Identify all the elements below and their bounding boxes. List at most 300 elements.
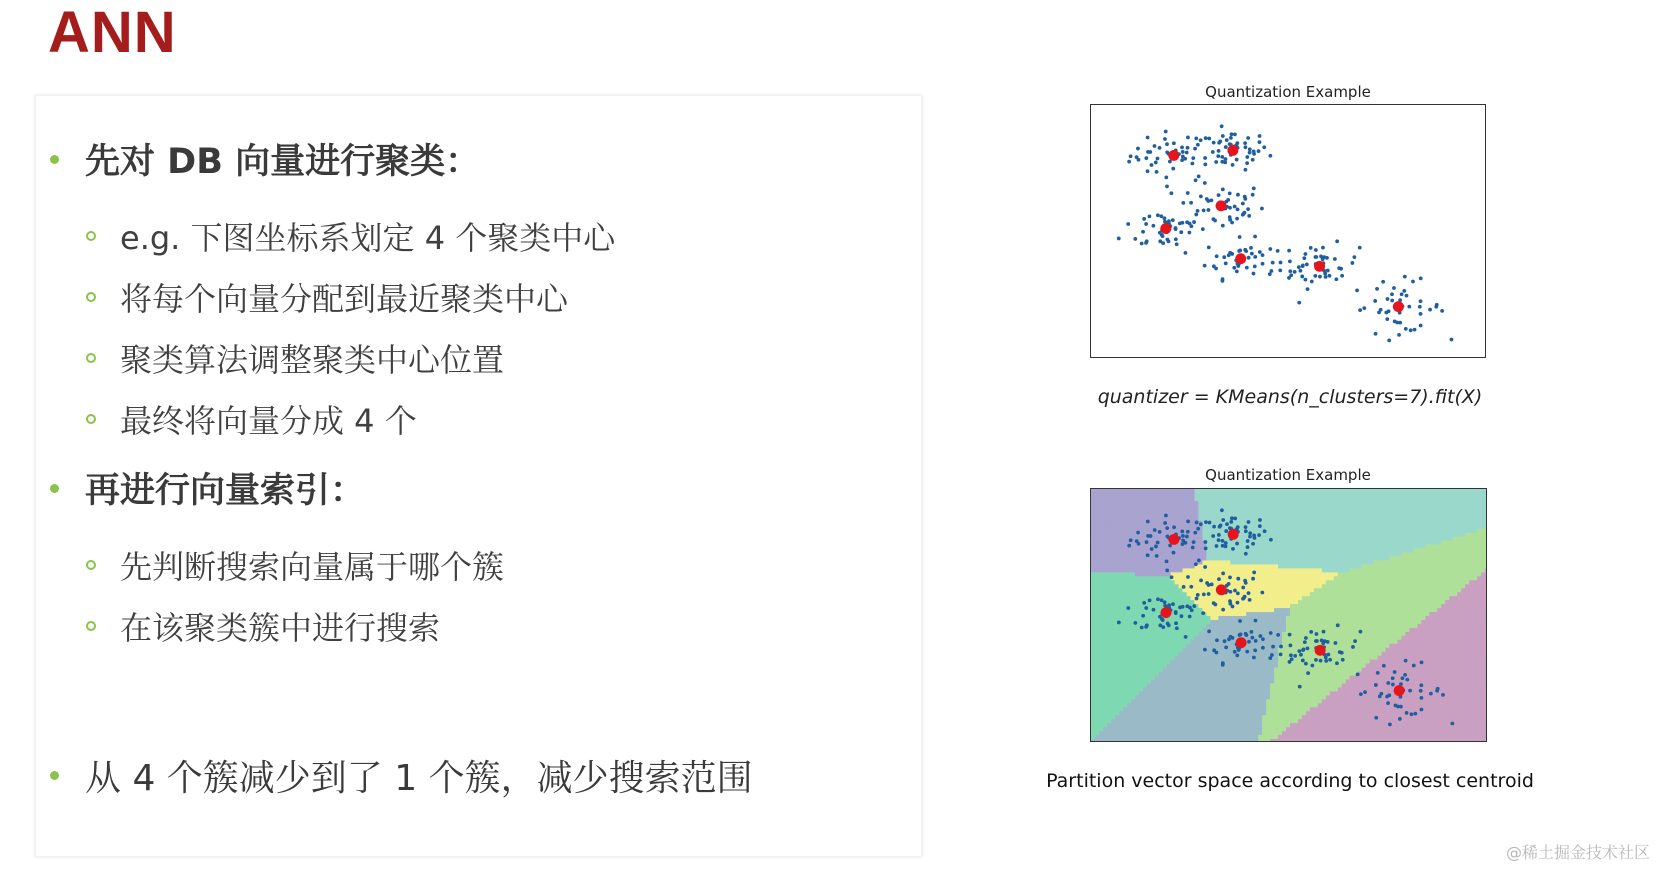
- voronoi-region-cell: [1143, 719, 1148, 724]
- voronoi-region-cell: [1115, 588, 1120, 593]
- voronoi-region-cell: [1147, 509, 1152, 514]
- voronoi-region-cell: [1226, 687, 1231, 692]
- voronoi-region-cell: [1322, 568, 1327, 573]
- voronoi-region-cell: [1358, 687, 1363, 692]
- voronoi-region-cell: [1123, 517, 1128, 522]
- voronoi-region-cell: [1210, 636, 1215, 641]
- voronoi-region-cell: [1123, 683, 1128, 688]
- voronoi-region-cell: [1183, 501, 1188, 506]
- voronoi-region-cell: [1183, 703, 1188, 708]
- voronoi-region-cell: [1183, 723, 1188, 728]
- voronoi-region-cell: [1147, 580, 1152, 585]
- voronoi-region-cell: [1338, 644, 1343, 649]
- voronoi-region-cell: [1258, 549, 1263, 554]
- centroid-point: [1393, 301, 1404, 312]
- voronoi-region-cell: [1262, 612, 1267, 617]
- voronoi-region-cell: [1362, 509, 1367, 514]
- voronoi-region-cell: [1266, 668, 1271, 673]
- voronoi-region-cell: [1350, 695, 1355, 700]
- data-point: [1127, 160, 1131, 164]
- voronoi-region-cell: [1378, 604, 1383, 609]
- voronoi-region-cell: [1139, 509, 1144, 514]
- voronoi-region-cell: [1334, 652, 1339, 657]
- voronoi-region-cell: [1091, 636, 1096, 641]
- voronoi-region-cell: [1103, 727, 1108, 732]
- voronoi-region-cell: [1294, 552, 1299, 557]
- voronoi-region-cell: [1143, 529, 1148, 534]
- voronoi-region-cell: [1194, 501, 1199, 506]
- voronoi-region-cell: [1091, 505, 1096, 510]
- voronoi-region-cell: [1226, 656, 1231, 661]
- voronoi-region-cell: [1131, 612, 1136, 617]
- voronoi-region-cell: [1187, 632, 1192, 637]
- voronoi-region-cell: [1123, 564, 1128, 569]
- voronoi-region-cell: [1306, 541, 1311, 546]
- voronoi-region-cell: [1115, 739, 1120, 741]
- voronoi-region-cell: [1214, 711, 1219, 716]
- voronoi-region-cell: [1218, 489, 1223, 494]
- voronoi-region-cell: [1190, 588, 1195, 593]
- voronoi-region-cell: [1302, 703, 1307, 708]
- voronoi-region-cell: [1175, 727, 1180, 732]
- voronoi-region-cell: [1318, 489, 1323, 494]
- voronoi-region-cell: [1298, 552, 1303, 557]
- voronoi-region-cell: [1326, 620, 1331, 625]
- voronoi-region-cell: [1306, 727, 1311, 732]
- voronoi-region-cell: [1139, 604, 1144, 609]
- voronoi-region-cell: [1306, 576, 1311, 581]
- voronoi-region-cell: [1119, 505, 1124, 510]
- voronoi-region-cell: [1278, 711, 1283, 716]
- voronoi-region-cell: [1119, 660, 1124, 665]
- voronoi-region-cell: [1314, 616, 1319, 621]
- voronoi-region-cell: [1127, 632, 1132, 637]
- voronoi-region-cell: [1091, 537, 1096, 542]
- voronoi-region-cell: [1242, 683, 1247, 688]
- voronoi-region-cell: [1322, 521, 1327, 526]
- voronoi-region-cell: [1266, 521, 1271, 526]
- voronoi-region-cell: [1258, 608, 1263, 613]
- voronoi-region-cell: [1306, 596, 1311, 601]
- voronoi-region-cell: [1151, 564, 1156, 569]
- voronoi-region-cell: [1214, 620, 1219, 625]
- voronoi-region-cell: [1103, 612, 1108, 617]
- voronoi-region-cell: [1342, 644, 1347, 649]
- voronoi-region-cell: [1159, 509, 1164, 514]
- voronoi-region-cell: [1210, 549, 1215, 554]
- voronoi-region-cell: [1151, 739, 1156, 741]
- voronoi-region-cell: [1274, 695, 1279, 700]
- voronoi-region-cell: [1290, 620, 1295, 625]
- voronoi-region-cell: [1127, 620, 1132, 625]
- voronoi-region-cell: [1270, 509, 1275, 514]
- voronoi-region-cell: [1123, 501, 1128, 506]
- voronoi-region-cell: [1187, 568, 1192, 573]
- voronoi-region-cell: [1147, 672, 1152, 677]
- voronoi-region-cell: [1091, 648, 1096, 653]
- voronoi-region-cell: [1358, 620, 1363, 625]
- voronoi-region-cell: [1294, 723, 1299, 728]
- voronoi-region-cell: [1282, 564, 1287, 569]
- voronoi-region-cell: [1127, 560, 1132, 565]
- voronoi-region-cell: [1151, 632, 1156, 637]
- voronoi-region-cell: [1218, 600, 1223, 605]
- voronoi-region-cell: [1111, 644, 1116, 649]
- voronoi-region-cell: [1342, 513, 1347, 518]
- voronoi-region-cell: [1286, 525, 1291, 530]
- data-point: [1258, 134, 1262, 138]
- voronoi-region-cell: [1131, 521, 1136, 526]
- voronoi-region-cell: [1171, 715, 1176, 720]
- voronoi-region-cell: [1187, 525, 1192, 530]
- voronoi-region-cell: [1127, 556, 1132, 561]
- voronoi-region-cell: [1338, 572, 1343, 577]
- voronoi-region-cell: [1310, 584, 1315, 589]
- voronoi-region-cell: [1210, 545, 1215, 550]
- voronoi-region-cell: [1091, 620, 1096, 625]
- voronoi-region-cell: [1330, 564, 1335, 569]
- voronoi-region-cell: [1179, 711, 1184, 716]
- voronoi-region-cell: [1354, 664, 1359, 669]
- voronoi-region-cell: [1119, 715, 1124, 720]
- voronoi-region-cell: [1306, 584, 1311, 589]
- voronoi-region-cell: [1346, 541, 1351, 546]
- voronoi-region-cell: [1190, 644, 1195, 649]
- voronoi-region-cell: [1354, 501, 1359, 506]
- voronoi-region-cell: [1115, 592, 1120, 597]
- voronoi-region-cell: [1135, 596, 1140, 601]
- voronoi-region-cell: [1254, 513, 1259, 518]
- voronoi-region-cell: [1262, 683, 1267, 688]
- voronoi-region-cell: [1286, 497, 1291, 502]
- voronoi-region-cell: [1091, 564, 1096, 569]
- voronoi-region-cell: [1250, 672, 1255, 677]
- voronoi-region-cell: [1127, 493, 1132, 498]
- voronoi-region-cell: [1187, 493, 1192, 498]
- voronoi-region-cell: [1314, 588, 1319, 593]
- voronoi-region-cell: [1242, 628, 1247, 633]
- voronoi-region-cell: [1214, 735, 1219, 740]
- voronoi-region-cell: [1262, 545, 1267, 550]
- voronoi-region-cell: [1099, 715, 1104, 720]
- voronoi-region-cell: [1230, 679, 1235, 684]
- voronoi-region-cell: [1179, 525, 1184, 530]
- voronoi-region-cell: [1282, 640, 1287, 645]
- voronoi-region-cell: [1374, 735, 1379, 740]
- voronoi-region-cell: [1135, 691, 1140, 696]
- top-figure-title: Quantization Example: [1205, 83, 1371, 101]
- voronoi-region-cell: [1218, 695, 1223, 700]
- voronoi-region-cell: [1370, 596, 1375, 601]
- voronoi-region-cell: [1262, 600, 1267, 605]
- voronoi-region-cell: [1362, 525, 1367, 530]
- voronoi-region-cell: [1119, 560, 1124, 565]
- data-point: [1278, 269, 1282, 273]
- voronoi-region-cell: [1334, 636, 1339, 641]
- voronoi-region-cell: [1159, 521, 1164, 526]
- voronoi-region-cell: [1238, 580, 1243, 585]
- voronoi-region-cell: [1302, 672, 1307, 677]
- voronoi-region-cell: [1378, 489, 1383, 494]
- voronoi-region-cell: [1167, 628, 1172, 633]
- voronoi-region-cell: [1338, 588, 1343, 593]
- voronoi-region-cell: [1238, 572, 1243, 577]
- data-point: [1309, 246, 1313, 250]
- voronoi-region-cell: [1107, 612, 1112, 617]
- voronoi-region-cell: [1091, 612, 1096, 617]
- voronoi-region-cell: [1338, 564, 1343, 569]
- voronoi-region-cell: [1358, 560, 1363, 565]
- voronoi-region-cell: [1190, 735, 1195, 740]
- data-point: [1350, 261, 1354, 265]
- voronoi-region-cell: [1326, 580, 1331, 585]
- voronoi-region-cell: [1234, 719, 1239, 724]
- voronoi-region-cell: [1222, 711, 1227, 716]
- voronoi-region-cell: [1278, 541, 1283, 546]
- voronoi-region-cell: [1167, 517, 1172, 522]
- voronoi-region-cell: [1202, 533, 1207, 538]
- voronoi-region-cell: [1262, 576, 1267, 581]
- voronoi-region-cell: [1346, 632, 1351, 637]
- voronoi-region-cell: [1298, 584, 1303, 589]
- voronoi-region-cell: [1151, 616, 1156, 621]
- voronoi-region-cell: [1187, 620, 1192, 625]
- voronoi-region-cell: [1334, 735, 1339, 740]
- data-point: [1374, 332, 1378, 336]
- voronoi-region-cell: [1198, 497, 1203, 502]
- voronoi-region-cell: [1346, 723, 1351, 728]
- voronoi-region-cell: [1143, 556, 1148, 561]
- voronoi-region-cell: [1175, 644, 1180, 649]
- voronoi-region-cell: [1350, 660, 1355, 665]
- voronoi-region-cell: [1338, 604, 1343, 609]
- voronoi-region-cell: [1210, 632, 1215, 637]
- voronoi-region-cell: [1214, 699, 1219, 704]
- voronoi-region-cell: [1350, 564, 1355, 569]
- voronoi-region-cell: [1234, 612, 1239, 617]
- voronoi-region-cell: [1187, 660, 1192, 665]
- voronoi-region-cell: [1159, 604, 1164, 609]
- voronoi-region-cell: [1123, 664, 1128, 669]
- data-point: [1304, 278, 1308, 282]
- voronoi-region-cell: [1270, 560, 1275, 565]
- voronoi-region-cell: [1250, 679, 1255, 684]
- sub-bullet-dot: [86, 560, 96, 570]
- voronoi-region-cell: [1218, 707, 1223, 712]
- voronoi-region-cell: [1334, 529, 1339, 534]
- voronoi-region-cell: [1222, 731, 1227, 736]
- voronoi-region-cell: [1346, 525, 1351, 530]
- voronoi-region-cell: [1370, 564, 1375, 569]
- data-point: [1258, 140, 1262, 144]
- voronoi-region-cell: [1127, 711, 1132, 716]
- voronoi-region-cell: [1099, 699, 1104, 704]
- voronoi-region-cell: [1143, 501, 1148, 506]
- voronoi-region-cell: [1350, 672, 1355, 677]
- voronoi-region-cell: [1206, 707, 1211, 712]
- data-point: [1247, 256, 1251, 260]
- voronoi-region-cell: [1234, 676, 1239, 681]
- voronoi-region-cell: [1179, 517, 1184, 522]
- voronoi-region-cell: [1246, 668, 1251, 673]
- voronoi-region-cell: [1346, 715, 1351, 720]
- voronoi-region-cell: [1194, 711, 1199, 716]
- voronoi-region-cell: [1314, 568, 1319, 573]
- voronoi-region-cell: [1115, 691, 1120, 696]
- voronoi-region-cell: [1258, 584, 1263, 589]
- voronoi-region-cell: [1262, 735, 1267, 740]
- voronoi-region-cell: [1214, 715, 1219, 720]
- voronoi-region-cell: [1310, 525, 1315, 530]
- voronoi-region-cell: [1250, 723, 1255, 728]
- top-scatter-svg: [1091, 105, 1485, 357]
- voronoi-region-cell: [1298, 580, 1303, 585]
- voronoi-region-cell: [1250, 699, 1255, 704]
- data-point: [1304, 252, 1308, 256]
- voronoi-region-cell: [1270, 707, 1275, 712]
- voronoi-region-cell: [1318, 672, 1323, 677]
- voronoi-region-cell: [1278, 529, 1283, 534]
- voronoi-region-cell: [1210, 497, 1215, 502]
- voronoi-region-cell: [1151, 580, 1156, 585]
- voronoi-region-cell: [1238, 552, 1243, 557]
- voronoi-region-cell: [1310, 517, 1315, 522]
- voronoi-region-cell: [1206, 711, 1211, 716]
- voronoi-region-cell: [1230, 664, 1235, 669]
- data-point: [1355, 288, 1359, 292]
- voronoi-region-cell: [1322, 525, 1327, 530]
- sub-bullet-dot: [86, 353, 96, 363]
- voronoi-region-cell: [1254, 624, 1259, 629]
- data-point: [1245, 155, 1249, 159]
- voronoi-region-cell: [1254, 632, 1259, 637]
- voronoi-region-cell: [1326, 687, 1331, 692]
- voronoi-region-cell: [1103, 608, 1108, 613]
- voronoi-region-cell: [1350, 668, 1355, 673]
- voronoi-region-cell: [1155, 672, 1160, 677]
- voronoi-region-cell: [1222, 656, 1227, 661]
- voronoi-region-cell: [1362, 660, 1367, 665]
- voronoi-region-cell: [1179, 624, 1184, 629]
- voronoi-region-cell: [1155, 723, 1160, 728]
- voronoi-region-cell: [1175, 711, 1180, 716]
- voronoi-region-cell: [1238, 723, 1243, 728]
- voronoi-region-cell: [1206, 509, 1211, 514]
- voronoi-region-cell: [1206, 731, 1211, 736]
- voronoi-region-cell: [1250, 703, 1255, 708]
- voronoi-region-cell: [1262, 628, 1267, 633]
- voronoi-region-cell: [1206, 505, 1211, 510]
- voronoi-region-cell: [1366, 489, 1371, 494]
- voronoi-region-cell: [1258, 652, 1263, 657]
- voronoi-region-cell: [1202, 493, 1207, 498]
- voronoi-region-cell: [1306, 537, 1311, 542]
- voronoi-region-cell: [1226, 564, 1231, 569]
- voronoi-region-cell: [1218, 735, 1223, 740]
- voronoi-region-cell: [1131, 580, 1136, 585]
- voronoi-region-cell: [1346, 711, 1351, 716]
- voronoi-region-cell: [1242, 707, 1247, 712]
- voronoi-region-cell: [1330, 497, 1335, 502]
- voronoi-region-cell: [1290, 588, 1295, 593]
- voronoi-region-cell: [1183, 719, 1188, 724]
- voronoi-region-cell: [1147, 556, 1152, 561]
- voronoi-region-cell: [1155, 668, 1160, 673]
- voronoi-region-cell: [1139, 676, 1144, 681]
- voronoi-region-cell: [1302, 489, 1307, 494]
- voronoi-region-cell: [1222, 620, 1227, 625]
- voronoi-region-cell: [1103, 731, 1108, 736]
- voronoi-region-cell: [1322, 533, 1327, 538]
- voronoi-region-cell: [1342, 695, 1347, 700]
- voronoi-region-cell: [1151, 691, 1156, 696]
- voronoi-region-cell: [1298, 699, 1303, 704]
- voronoi-region-cell: [1095, 636, 1100, 641]
- voronoi-region-cell: [1238, 719, 1243, 724]
- voronoi-region-cell: [1099, 648, 1104, 653]
- voronoi-region-cell: [1222, 715, 1227, 720]
- voronoi-region-cell: [1135, 580, 1140, 585]
- voronoi-region-cell: [1139, 660, 1144, 665]
- voronoi-region-cell: [1358, 648, 1363, 653]
- voronoi-region-cell: [1350, 731, 1355, 736]
- voronoi-region-cell: [1370, 493, 1375, 498]
- voronoi-region-cell: [1143, 707, 1148, 712]
- voronoi-region-cell: [1362, 723, 1367, 728]
- voronoi-region-cell: [1266, 549, 1271, 554]
- voronoi-region-cell: [1194, 636, 1199, 641]
- voronoi-region-cell: [1274, 664, 1279, 669]
- voronoi-region-cell: [1326, 568, 1331, 573]
- voronoi-region-cell: [1139, 489, 1144, 494]
- voronoi-region-cell: [1278, 513, 1283, 518]
- data-point: [1190, 224, 1194, 228]
- voronoi-region-cell: [1210, 513, 1215, 518]
- voronoi-region-cell: [1258, 679, 1263, 684]
- voronoi-region-cell: [1147, 695, 1152, 700]
- data-point: [1224, 145, 1228, 149]
- voronoi-region-cell: [1147, 719, 1152, 724]
- voronoi-region-cell: [1179, 652, 1184, 657]
- voronoi-region-cell: [1103, 549, 1108, 554]
- voronoi-region-cell: [1314, 572, 1319, 577]
- voronoi-region-cell: [1302, 576, 1307, 581]
- voronoi-region-cell: [1358, 640, 1363, 645]
- voronoi-region-cell: [1266, 560, 1271, 565]
- voronoi-region-cell: [1270, 521, 1275, 526]
- voronoi-region-cell: [1095, 592, 1100, 597]
- voronoi-region-cell: [1238, 668, 1243, 673]
- voronoi-region-cell: [1198, 541, 1203, 546]
- voronoi-region-cell: [1366, 715, 1371, 720]
- voronoi-region-cell: [1246, 572, 1251, 577]
- voronoi-region-cell: [1107, 711, 1112, 716]
- voronoi-region-cell: [1290, 505, 1295, 510]
- voronoi-region-cell: [1350, 493, 1355, 498]
- voronoi-region-cell: [1151, 652, 1156, 657]
- voronoi-region-cell: [1330, 707, 1335, 712]
- data-point: [1258, 250, 1262, 254]
- voronoi-region-cell: [1202, 529, 1207, 534]
- voronoi-region-cell: [1175, 703, 1180, 708]
- voronoi-region-cell: [1370, 723, 1375, 728]
- voronoi-region-cell: [1171, 560, 1176, 565]
- voronoi-region-cell: [1143, 489, 1148, 494]
- voronoi-region-cell: [1147, 687, 1152, 692]
- voronoi-region-cell: [1250, 517, 1255, 522]
- voronoi-region-cell: [1147, 739, 1152, 741]
- voronoi-region-cell: [1274, 537, 1279, 542]
